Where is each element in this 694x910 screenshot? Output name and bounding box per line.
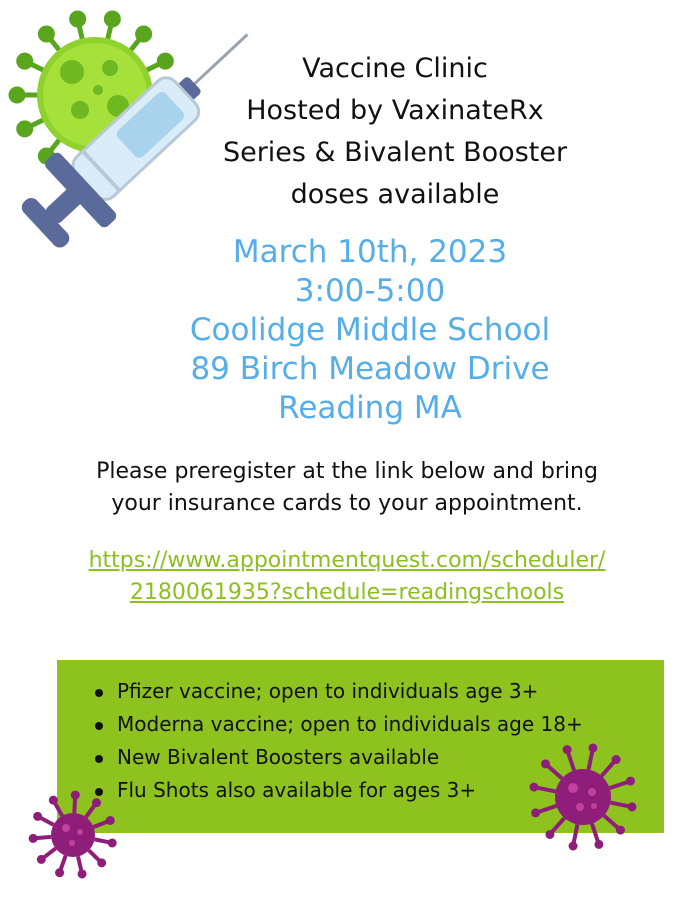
preregister-notice bbox=[20, 456, 674, 520]
offering-item: Moderna vaccine; open to individuals age 18+ bbox=[92, 708, 583, 741]
heading-line-4: doses available bbox=[290, 179, 500, 210]
event-details bbox=[120, 233, 620, 428]
link-line-1[interactable]: https://www.appointmentquest.com/scheduler/ bbox=[88, 548, 606, 573]
purple-virus-icon bbox=[528, 742, 638, 852]
clinic-heading bbox=[190, 48, 600, 216]
offering-item: Flu Shots also available for ages 3+ bbox=[92, 774, 583, 807]
event-time: 3:00-5:00 bbox=[294, 273, 446, 309]
notice-line-1: Please preregister at the link below and bring bbox=[96, 459, 598, 484]
notice-line-2: your insurance cards to your appointment. bbox=[111, 491, 583, 516]
event-city: Reading MA bbox=[278, 390, 462, 426]
event-venue: Coolidge Middle School bbox=[189, 312, 551, 348]
offering-item: New Bivalent Boosters available bbox=[92, 741, 583, 774]
offerings-list bbox=[92, 675, 583, 807]
offering-item: Pfizer vaccine; open to individuals age 3+ bbox=[92, 675, 583, 708]
heading-line-1: Vaccine Clinic bbox=[302, 53, 488, 84]
event-date: March 10th, 2023 bbox=[232, 234, 508, 270]
purple-virus-icon bbox=[28, 790, 118, 880]
heading-line-3: Series & Bivalent Booster bbox=[222, 137, 568, 168]
event-street: 89 Birch Meadow Drive bbox=[190, 351, 550, 387]
link-line-2[interactable]: 2180061935?schedule=readingschools bbox=[129, 580, 565, 605]
heading-line-2: Hosted by VaxinateRx bbox=[246, 95, 544, 126]
registration-link[interactable] bbox=[20, 545, 674, 609]
